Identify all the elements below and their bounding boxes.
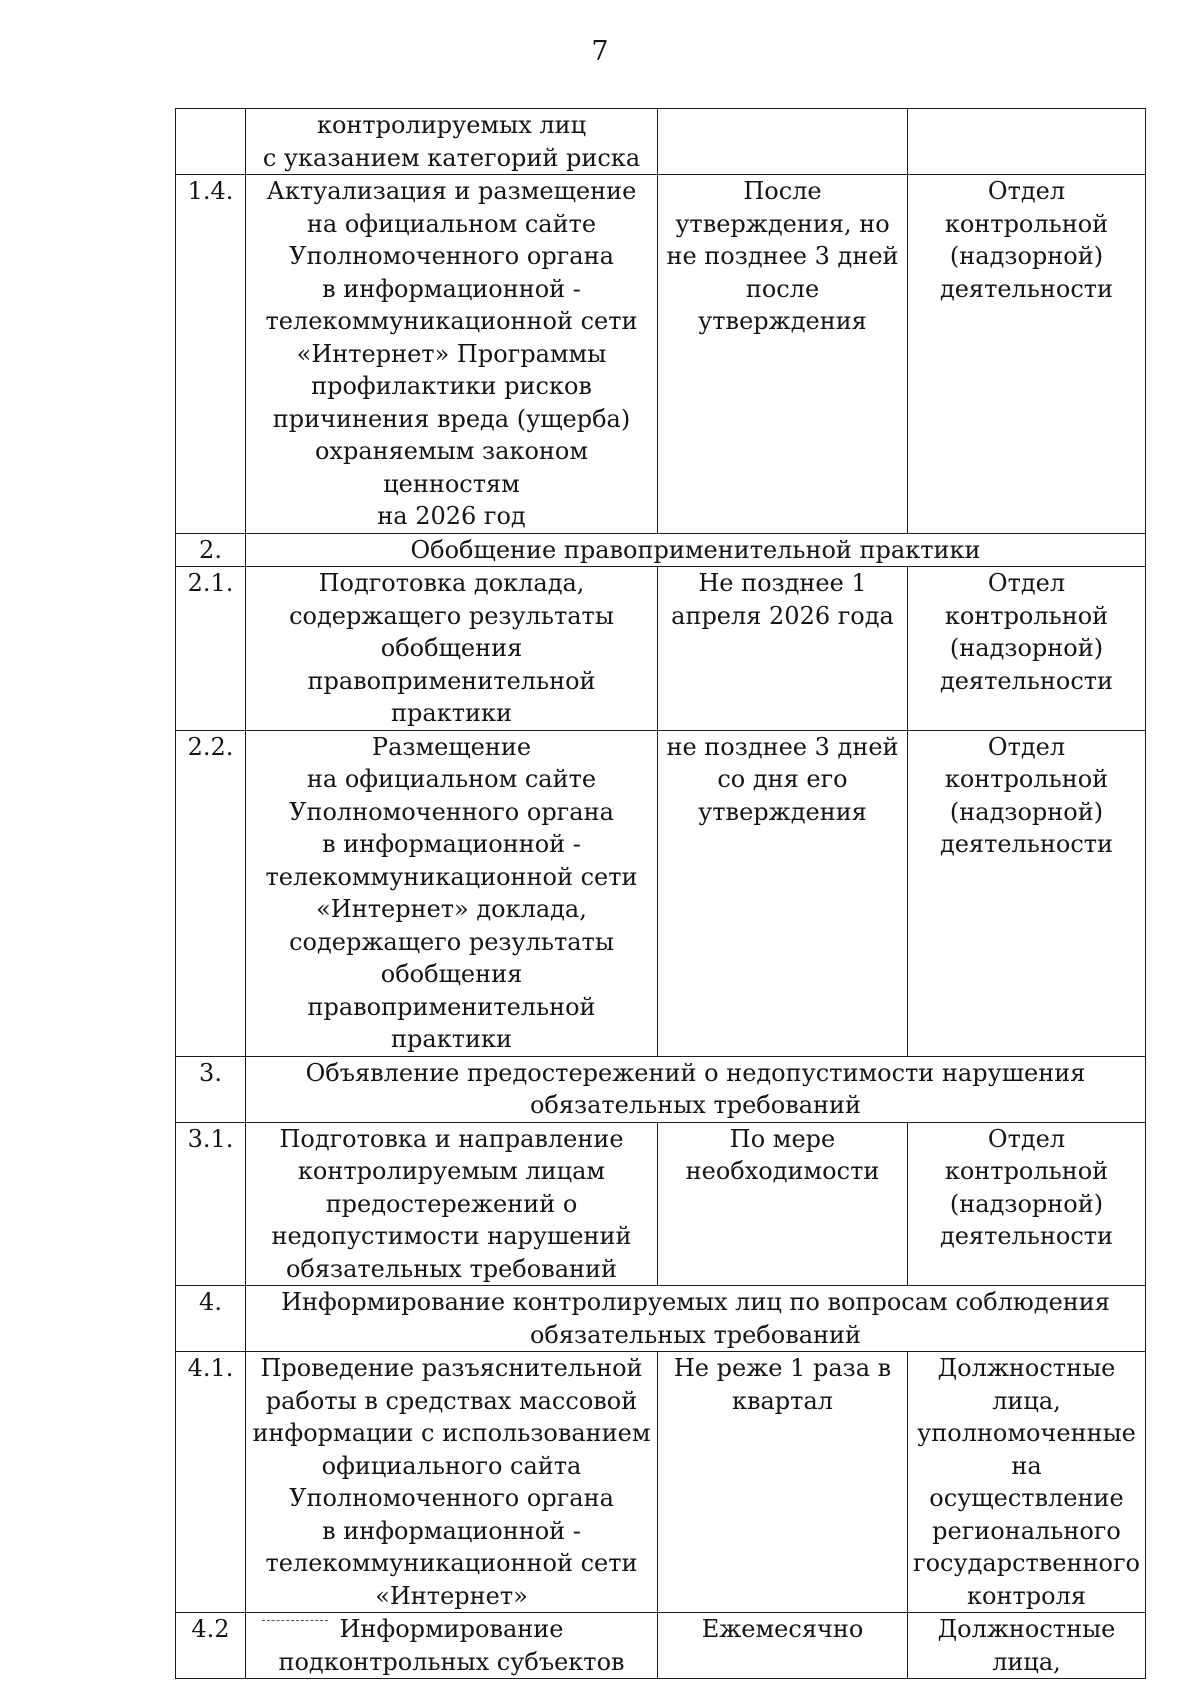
- table-row: [176, 109, 1146, 175]
- responsible-cell: Должностные лица,: [908, 1613, 1146, 1679]
- activity-cell: Подготовка доклада, содержащего результаты обобщения правоприменительной практики: [246, 567, 658, 731]
- row-number: [176, 109, 246, 175]
- table-row: [176, 567, 1146, 731]
- row-number: 4.1.: [176, 1352, 246, 1613]
- table-row: [176, 1613, 1146, 1679]
- table-row: [176, 1122, 1146, 1286]
- section-row: [176, 533, 1146, 567]
- activity-cell: Информирование подконтрольных субъектов: [246, 1613, 658, 1679]
- deadline-cell: Ежемесячно: [658, 1613, 908, 1679]
- table-row: [176, 1352, 1146, 1613]
- responsible-cell: Отдел контрольной (надзорной) деятельности: [908, 730, 1146, 1056]
- row-number: 4.2: [176, 1613, 246, 1679]
- activity-cell: Подготовка и направление контролируемым лицам предостережений о недопустимости нарушений обязательных требований: [246, 1122, 658, 1286]
- table-row: [176, 730, 1146, 1056]
- deadline-cell: Не реже 1 раза в квартал: [658, 1352, 908, 1613]
- row-number: 3.1.: [176, 1122, 246, 1286]
- row-number: 2.2.: [176, 730, 246, 1056]
- deadline-cell: не позднее 3 дней со дня его утверждения: [658, 730, 908, 1056]
- row-number: 1.4.: [176, 175, 246, 534]
- table-row: [176, 175, 1146, 534]
- section-number: 4.: [176, 1286, 246, 1352]
- deadline-cell: После утверждения, но не позднее 3 дней после утверждения: [658, 175, 908, 534]
- section-row: [176, 1286, 1146, 1352]
- activity-cell: Размещение на официальном сайте Уполномоченного органа в информационной - телекоммуникационной сети «Интернет» доклада, содержащего результаты обобщения правоприменительной практики: [246, 730, 658, 1056]
- responsible-cell: Отдел контрольной (надзорной) деятельности: [908, 175, 1146, 534]
- page-number: 7: [591, 36, 609, 67]
- responsible-cell: Должностные лица, уполномоченные на осуществление регионального государственного контроля: [908, 1352, 1146, 1613]
- responsible-cell: [908, 109, 1146, 175]
- deadline-cell: [658, 109, 908, 175]
- section-number: 2.: [176, 533, 246, 567]
- row-number: 2.1.: [176, 567, 246, 731]
- section-title: Обобщение правоприменительной практики: [246, 533, 1146, 567]
- deadline-cell: По мере необходимости: [658, 1122, 908, 1286]
- responsible-cell: Отдел контрольной (надзорной) деятельности: [908, 1122, 1146, 1286]
- section-title: Информирование контролируемых лиц по вопросам соблюдения обязательных требований: [246, 1286, 1146, 1352]
- scan-artifact: [262, 1620, 328, 1621]
- activity-cell: Актуализация и размещение на официальном сайте Уполномоченного органа в информационной - телекоммуникационной сети «Интернет» Программы профилактики рисков причинения вреда (ущерба) охраняемым законом ценностям на 2026 год: [246, 175, 658, 534]
- prevention-plan-table: [175, 108, 1146, 1679]
- responsible-cell: Отдел контрольной (надзорной) деятельности: [908, 567, 1146, 731]
- activity-cell: Проведение разъяснительной работы в средствах массовой информации с использованием официального сайта Уполномоченного органа в информационной - телекоммуникационной сети «Интернет»: [246, 1352, 658, 1613]
- section-number: 3.: [176, 1056, 246, 1122]
- deadline-cell: Не позднее 1 апреля 2026 года: [658, 567, 908, 731]
- section-row: [176, 1056, 1146, 1122]
- section-title: Объявление предостережений о недопустимости нарушения обязательных требований: [246, 1056, 1146, 1122]
- activity-cell: контролируемых лиц с указанием категорий риска: [246, 109, 658, 175]
